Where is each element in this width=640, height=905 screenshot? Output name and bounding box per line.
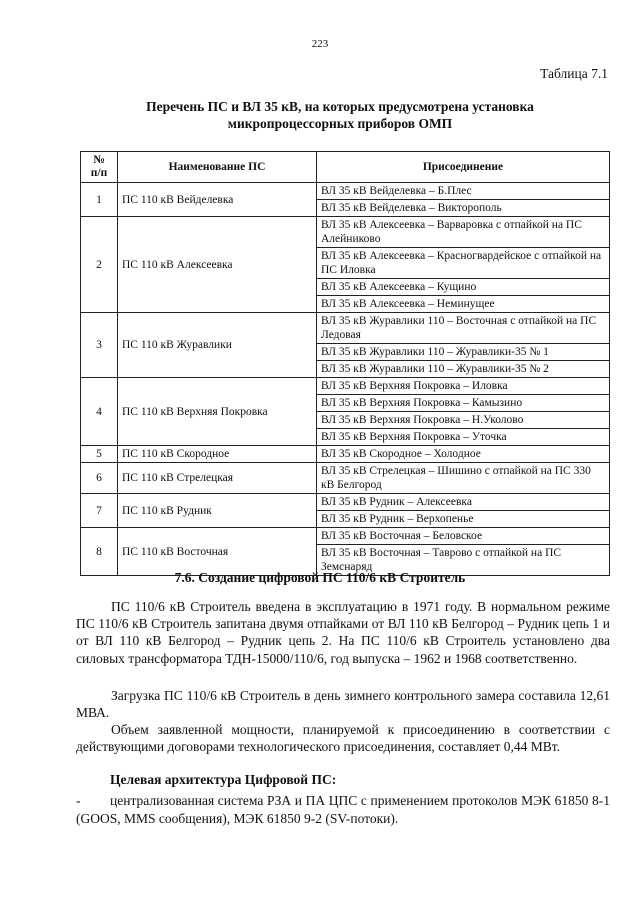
- row-number: 8: [81, 528, 118, 576]
- substation-name: ПС 110 кВ Стрелецкая: [118, 463, 317, 494]
- connection-line: ВЛ 35 кВ Стрелецкая – Шишино с отпайкой на ПС 330 кВ Белгород: [317, 463, 610, 494]
- table-row: [81, 183, 610, 200]
- architecture-heading: Целевая архитектура Цифровой ПС:: [110, 772, 337, 787]
- substation-name: ПС 110 кВ Рудник: [118, 494, 317, 528]
- connection-line: ВЛ 35 кВ Скородное – Холодное: [317, 446, 610, 463]
- caption-line-1: Перечень ПС и ВЛ 35 кВ, на которых предусмотрена установка: [146, 99, 534, 114]
- connection-line: ВЛ 35 кВ Верхняя Покровка – Уточка: [317, 429, 610, 446]
- connection-line: ВЛ 35 кВ Алексеевка – Неминущее: [317, 296, 610, 313]
- connection-line: ВЛ 35 кВ Восточная – Таврово с отпайкой на ПС Земснаряд: [317, 545, 610, 576]
- table-body: [81, 183, 610, 576]
- row-number: 4: [81, 378, 118, 446]
- substation-name: ПС 110 кВ Верхняя Покровка: [118, 378, 317, 446]
- substation-name: ПС 110 кВ Журавлики: [118, 313, 317, 378]
- row-number: 6: [81, 463, 118, 494]
- section-heading: 7.6. Создание цифровой ПС 110/6 кВ Строитель: [174, 570, 466, 585]
- substation-name: ПС 110 кВ Вейделевка: [118, 183, 317, 217]
- paragraph-1: ПС 110/6 кВ Строитель введена в эксплуатацию в 1971 году. В нормальном режиме ПС 110/6 кВ Строитель запитана двумя отпайками от ВЛ 110 кВ Белгород – Рудник цепь 1 и от ВЛ 110 кВ Белгород – Рудник цепь 2. На ПС 110/6 кВ Строитель установлено два силовых трансформатора ТДН-15000/110/6, год выпуска – 1962 и 1968 соответственно.: [76, 599, 610, 666]
- connection-line: ВЛ 35 кВ Алексеевка – Красногвардейское с отпайкой на ПС Иловка: [317, 248, 610, 279]
- header-num-line2: п/п: [90, 167, 108, 179]
- substation-name: ПС 110 кВ Алексеевка: [118, 217, 317, 313]
- table-caption: [60, 98, 620, 132]
- connection-line: ВЛ 35 кВ Алексеевка – Кущино: [317, 279, 610, 296]
- table-row: [81, 528, 610, 545]
- bullet-marker: -: [76, 793, 81, 808]
- substation-name: ПС 110 кВ Скородное: [118, 446, 317, 463]
- header-num: [81, 152, 118, 183]
- substation-name: ПС 110 кВ Восточная: [118, 528, 317, 576]
- connection-line: ВЛ 35 кВ Восточная – Беловское: [317, 528, 610, 545]
- header-name: Наименование ПС: [118, 152, 317, 183]
- row-number: 3: [81, 313, 118, 378]
- connection-line: ВЛ 35 кВ Рудник – Верхопенье: [317, 511, 610, 528]
- table-row: [81, 463, 610, 494]
- connection-line: ВЛ 35 кВ Журавлики 110 – Журавлики-35 № 1: [317, 344, 610, 361]
- row-number: 7: [81, 494, 118, 528]
- table-row: [81, 217, 610, 248]
- header-num-line1: №: [93, 154, 105, 166]
- header-connection: Присоединение: [317, 152, 610, 183]
- row-number: 1: [81, 183, 118, 217]
- paragraph-3: Объем заявленной мощности, планируемой к присоединению в соответствии с действующими договорами технологического присоединения, составляет 0,44 МВт.: [76, 722, 610, 755]
- connection-line: ВЛ 35 кВ Вейделевка – Б.Плес: [317, 183, 610, 200]
- caption-line-2: микропроцессорных приборов ОМП: [227, 116, 453, 131]
- substations-table: [80, 151, 610, 576]
- bullet-text: централизованная система РЗА и ПА ЦПС с применением протоколов МЭК 61850 8-1 (GOOS, MMS сообщения), МЭК 61850 9-2 (SV-потоки).: [76, 793, 610, 826]
- bullet-item: [76, 792, 610, 827]
- row-number: 5: [81, 446, 118, 463]
- connection-line: ВЛ 35 кВ Алексеевка – Варваровка с отпайкой на ПС Алейниково: [317, 217, 610, 248]
- row-number: 2: [81, 217, 118, 313]
- page-number: 223: [311, 38, 329, 50]
- table-row: [81, 446, 610, 463]
- connection-line: ВЛ 35 кВ Журавлики 110 – Восточная с отпайкой на ПС Ледовая: [317, 313, 610, 344]
- paragraph-2: Загрузка ПС 110/6 кВ Строитель в день зимнего контрольного замера составила 12,61 МВА.: [76, 688, 610, 721]
- connection-line: ВЛ 35 кВ Верхняя Покровка – Камызино: [317, 395, 610, 412]
- connection-line: ВЛ 35 кВ Вейделевка – Викторополь: [317, 200, 610, 217]
- connection-line: ВЛ 35 кВ Рудник – Алексеевка: [317, 494, 610, 511]
- connection-line: ВЛ 35 кВ Верхняя Покровка – Н.Уколово: [317, 412, 610, 429]
- table-label: Таблица 7.1: [540, 66, 608, 81]
- connection-line: ВЛ 35 кВ Верхняя Покровка – Иловка: [317, 378, 610, 395]
- table-header-row: [81, 152, 610, 183]
- connection-line: ВЛ 35 кВ Журавлики 110 – Журавлики-35 № 2: [317, 361, 610, 378]
- table-row: [81, 378, 610, 395]
- table-row: [81, 494, 610, 511]
- table-row: [81, 313, 610, 344]
